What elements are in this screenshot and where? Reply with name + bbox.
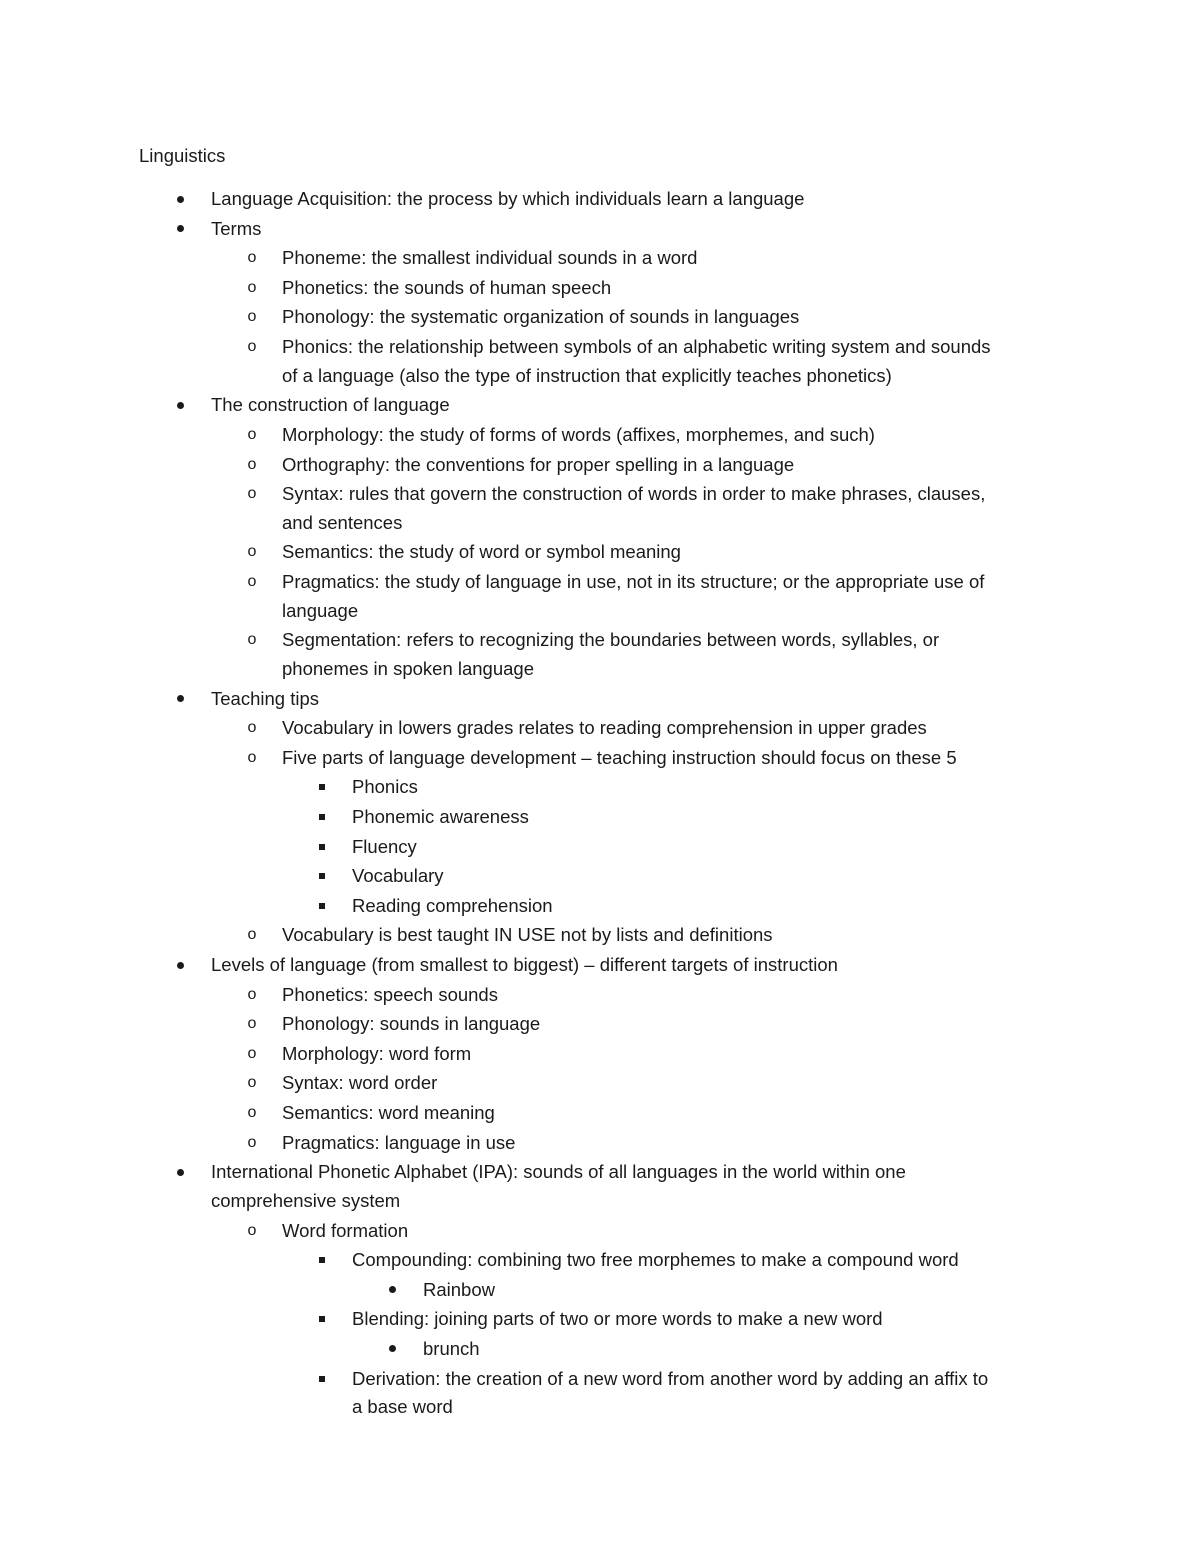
- circle-bullet-icon: o: [247, 1133, 257, 1151]
- square-bullet-icon: [315, 803, 329, 831]
- bullet-icon: [173, 951, 187, 979]
- list-item-line: of a language (also the type of instruction that explicitly teaches phonetics): [282, 364, 892, 386]
- list-item-line: Word formation: [282, 1219, 409, 1241]
- circle-bullet-icon: o: [247, 338, 257, 355]
- list-item-text: [423, 1276, 495, 1305]
- bullet-icon: [173, 185, 187, 213]
- circle-bullet-icon: o: [247, 1044, 257, 1062]
- list-item-line: Semantics: word meaning: [282, 1102, 495, 1123]
- list-item-text: [211, 685, 319, 714]
- list-item-line: Levels of language (from smallest to biggest) – different targets of instruction: [211, 954, 838, 975]
- list-item-text: [211, 215, 261, 244]
- list-item-line: International Phonetic Alphabet (IPA): sounds of all languages in the world within one: [211, 1161, 906, 1183]
- list-item-text: [282, 1040, 471, 1069]
- list-item-line: Compounding: combining two free morphemes to make a compound word: [352, 1249, 959, 1271]
- square-bullet-icon: [315, 1365, 329, 1393]
- circle-bullet-icon: o: [247, 485, 257, 503]
- circle-bullet-icon: o: [247, 1104, 257, 1121]
- list-item-text: [423, 1335, 480, 1364]
- list-item-text: [282, 303, 799, 332]
- circle-bullet-icon: o: [247, 1015, 257, 1033]
- list-item-line: Blending: joining parts of two or more words to make a new word: [352, 1308, 883, 1330]
- list-item-line: Phonetics: the sounds of human speech: [282, 276, 612, 298]
- bullet-icon: [385, 1335, 399, 1363]
- list-item-text: [352, 833, 417, 862]
- list-item-text: [282, 921, 773, 950]
- list-item-text: [352, 1305, 883, 1334]
- list-item-line: Fluency: [352, 835, 417, 857]
- bullet-icon: [173, 685, 187, 713]
- list-item-text: [211, 391, 450, 420]
- list-item-text: [282, 244, 697, 273]
- list-item-text: [282, 538, 681, 567]
- circle-bullet-icon: o: [247, 748, 257, 766]
- circle-bullet-icon: o: [247, 1221, 257, 1239]
- list-item-line: Pragmatics: language in use: [282, 1131, 516, 1153]
- circle-bullet-icon: o: [247, 1074, 257, 1092]
- list-item-line: Derivation: the creation of a new word from another word by adding an affix to: [352, 1367, 989, 1389]
- list-item-line: Vocabulary is best taught IN USE not by lists and definitions: [282, 924, 773, 946]
- page-title: Linguistics: [139, 145, 226, 166]
- list-item-text: [282, 1069, 437, 1098]
- circle-bullet-icon: o: [247, 719, 257, 737]
- list-item-line: Rainbow: [423, 1278, 495, 1300]
- list-item-line: comprehensive system: [211, 1189, 401, 1211]
- list-item-line: Terms: [211, 217, 262, 239]
- list-item-line: Phonics: [352, 776, 418, 798]
- list-item-text: [282, 1129, 515, 1158]
- list-item-text: [352, 1365, 988, 1422]
- list-item-text: [282, 421, 875, 450]
- list-item-text: [352, 862, 444, 891]
- circle-bullet-icon: o: [247, 985, 257, 1003]
- list-item-line: Phonics: the relationship between symbols of an alphabetic writing system and sounds: [282, 336, 991, 357]
- list-item-line: Syntax: word order: [282, 1072, 438, 1094]
- list-item-line: Language Acquisition: the process by which individuals learn a language: [211, 188, 805, 209]
- list-item-line: and sentences: [282, 511, 403, 533]
- list-item-line: Reading comprehension: [352, 894, 553, 916]
- list-item-text: [352, 803, 529, 832]
- list-item-text: [352, 1246, 959, 1275]
- circle-bullet-icon: o: [247, 631, 257, 649]
- list-item-text: [282, 1217, 408, 1246]
- list-item-text: [282, 568, 984, 625]
- circle-bullet-icon: o: [247, 308, 257, 326]
- circle-bullet-icon: o: [247, 926, 257, 944]
- list-item-line: brunch: [423, 1337, 480, 1359]
- list-item-line: Vocabulary in lowers grades relates to reading comprehension in upper grades: [282, 717, 927, 739]
- list-item-line: Morphology: the study of forms of words (affixes, morphemes, and such): [282, 423, 875, 445]
- list-item-text: [282, 1010, 540, 1039]
- list-item-line: The construction of language: [211, 394, 450, 416]
- list-item-line: Syntax: rules that govern the construction of words in order to make phrases, clauses,: [282, 483, 986, 505]
- square-bullet-icon: [315, 1246, 329, 1274]
- circle-bullet-icon: o: [247, 278, 257, 296]
- list-item-line: Phonology: sounds in language: [282, 1013, 541, 1035]
- list-item-line: Phoneme: the smallest individual sounds in a word: [282, 247, 698, 269]
- list-item-line: Morphology: word form: [282, 1042, 472, 1064]
- list-item-line: Phonetics: speech sounds: [282, 983, 498, 1005]
- list-item-line: Five parts of language development – teaching instruction should focus on these 5: [282, 746, 957, 768]
- list-item-line: Phonemic awareness: [352, 806, 529, 827]
- list-item-text: [282, 981, 498, 1010]
- bullet-icon: [173, 391, 187, 419]
- list-item-line: Phonology: the systematic organization of sounds in languages: [282, 306, 800, 328]
- list-item-text: [282, 714, 927, 743]
- list-item-line: Teaching tips: [211, 687, 319, 709]
- list-item-text: [282, 333, 991, 390]
- list-item-text: [282, 480, 985, 537]
- list-item-text: [282, 744, 957, 773]
- square-bullet-icon: [315, 773, 329, 801]
- list-item-text: [352, 773, 418, 802]
- list-item-text: [352, 892, 553, 921]
- list-item-text: [282, 274, 611, 303]
- list-item-line: Pragmatics: the study of language in use, not in its structure; or the appropriate use of: [282, 571, 985, 592]
- list-item-line: language: [282, 599, 359, 621]
- bullet-icon: [173, 215, 187, 243]
- circle-bullet-icon: o: [247, 573, 257, 590]
- list-item-text: [282, 451, 794, 480]
- bullet-icon: [385, 1276, 399, 1304]
- list-item-text: [211, 1158, 906, 1215]
- list-item-text: [211, 951, 838, 980]
- list-item-line: Semantics: the study of word or symbol meaning: [282, 541, 681, 563]
- list-item-line: Vocabulary: [352, 865, 444, 887]
- list-item-text: [211, 185, 804, 214]
- list-item-text: [282, 626, 939, 683]
- circle-bullet-icon: o: [247, 249, 257, 267]
- square-bullet-icon: [315, 862, 329, 890]
- square-bullet-icon: [315, 1305, 329, 1333]
- circle-bullet-icon: o: [247, 455, 257, 473]
- circle-bullet-icon: o: [247, 425, 257, 443]
- square-bullet-icon: [315, 892, 329, 920]
- list-item-line: a base word: [352, 1396, 453, 1417]
- square-bullet-icon: [315, 833, 329, 861]
- list-item-text: [282, 1099, 495, 1128]
- list-item-line: Orthography: the conventions for proper spelling in a language: [282, 453, 795, 475]
- bullet-icon: [173, 1158, 187, 1186]
- list-item-line: phonemes in spoken language: [282, 657, 534, 679]
- list-item-line: Segmentation: refers to recognizing the boundaries between words, syllables, or: [282, 629, 940, 651]
- circle-bullet-icon: o: [247, 543, 257, 561]
